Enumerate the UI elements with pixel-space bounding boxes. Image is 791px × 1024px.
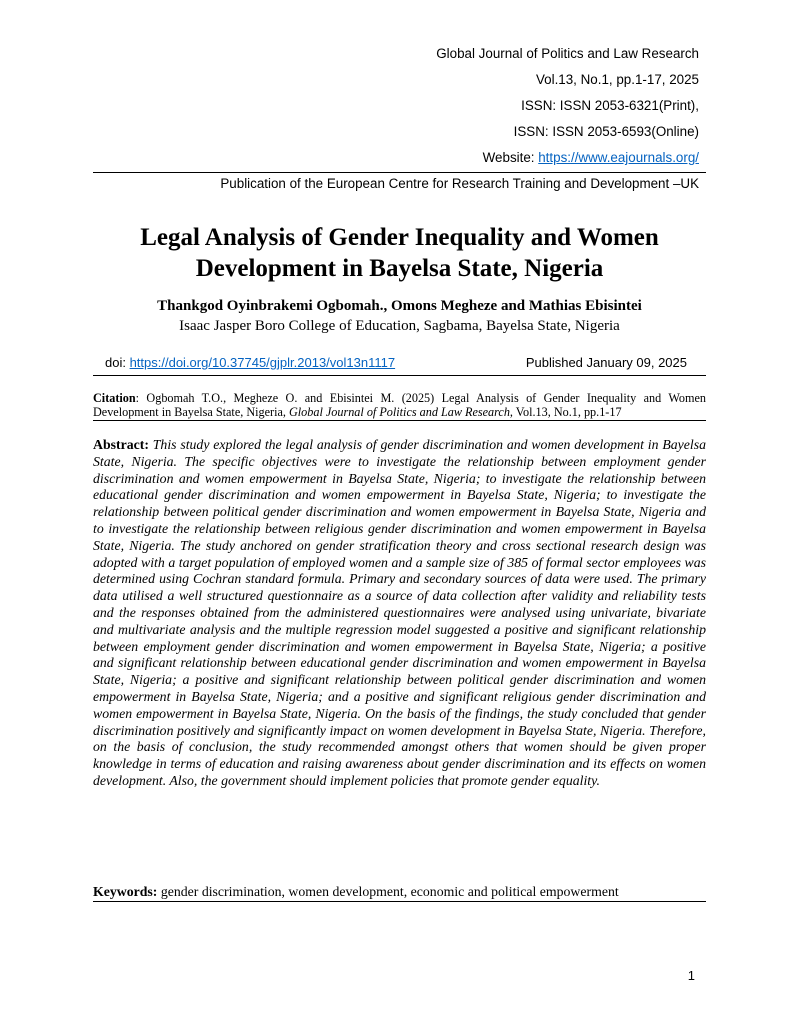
website-link[interactable]: https://www.eajournals.org/ — [538, 150, 699, 165]
doi-divider — [93, 375, 706, 376]
citation-volume: Vol.13, No.1, pp.1-17 — [512, 405, 622, 419]
paper-title: Legal Analysis of Gender Inequality and Women Development in Bayelsa State, Nigeria — [140, 224, 659, 282]
doi-label: doi: — [105, 355, 130, 370]
website-line — [483, 150, 699, 166]
author-affiliation: Isaac Jasper Boro College of Education, Sagbama, Bayelsa State, Nigeria — [179, 318, 620, 334]
keywords-divider — [93, 901, 706, 902]
website-label: Website: — [482, 150, 539, 165]
page-number: 1 — [687, 968, 695, 983]
citation-journal: Global Journal of Politics and Law Research, — [288, 405, 513, 419]
citation-label: Citation — [93, 391, 136, 405]
citation-text: : Ogbomah T.O., Megheze O. and Ebisintei M. (2025) Legal Analysis of Gender Inequality and Women Development in Bayelsa State, Nigeria, — [93, 391, 706, 419]
issn-online: ISSN: ISSN 2053-6593(Online) — [513, 124, 699, 139]
doi-link[interactable]: https://doi.org/10.37745/gjplr.2013/vol13n1117 — [129, 355, 396, 370]
doi-row — [105, 355, 687, 370]
abstract-block — [93, 437, 706, 790]
keywords-label: Keywords: — [93, 884, 158, 899]
keywords-text: gender discrimination, women development, economic and political empowerment — [157, 884, 619, 899]
journal-name: Global Journal of Politics and Law Research — [436, 46, 699, 61]
abstract-text: This study explored the legal analysis of gender discrimination and women development in Bayelsa State, Nigeria. The specific objectives were to investigate the relationship between employment gender discrimination and women empowerment in Bayelsa State, Nigeria; to investigate the relationship between educational gender discrimination and women empowerment in Bayelsa State, Nigeria; to investigate the relationship between political gender discrimination and women empowerment in Bayelsa State, Nigeria and to investigate the relationship between religious gender discrimination and women empowerment in Bayelsa State, Nigeria. The study anchored on gender stratification theory and cross sectional research design was adopted with a target population of employed women and a sample size of 385 of formal sector employees was determined using Cochran standard formula. Primary and secondary sources of data were used. The primary data utilised a well structured questionnaire as a source of data collection after validity and reliability tests and the responses obtained from the administered questionnaires were analysed using univariate, bivariate and multivariate analysis and the multiple regression model suggested a positive and significant relationship between employment gender discrimination and women empowerment in Bayelsa State, Nigeria; a positive and significant relationship between educational gender discrimination and women empowerment in Bayelsa State, Nigeria; a positive and significant relationship between political gender discrimination and women empowerment in Bayelsa State, Nigeria; and a positive and significant religious gender discrimination and women empowerment in Bayelsa State, Nigeria. On the basis of the findings, the study concluded that gender discrimination positively and significantly impact on women development in Bayelsa State, Nigeria. Therefore, on the basis of conclusion, the study recommended amongst others that women should be given proper knowledge in terms of education and raising awareness about gender discrimination and its effects on women development. Also, the government should implement policies that promote gender equality. — [93, 437, 706, 788]
publisher-line: Publication of the European Centre for Research Training and Development –UK — [220, 176, 699, 191]
issn-print: ISSN: ISSN 2053-6321(Print), — [521, 98, 699, 113]
volume-info: Vol.13, No.1, pp.1-17, 2025 — [535, 72, 699, 87]
published-date: Published January 09, 2025 — [525, 355, 687, 370]
abstract-label: Abstract: — [93, 437, 153, 452]
citation-block — [93, 391, 706, 419]
citation-divider — [93, 420, 706, 421]
header-divider — [93, 172, 706, 173]
doi — [105, 355, 395, 370]
keywords-block — [93, 883, 706, 900]
author-list: Thankgod Oyinbrakemi Ogbomah., Omons Megheze and Mathias Ebisintei — [157, 298, 642, 314]
